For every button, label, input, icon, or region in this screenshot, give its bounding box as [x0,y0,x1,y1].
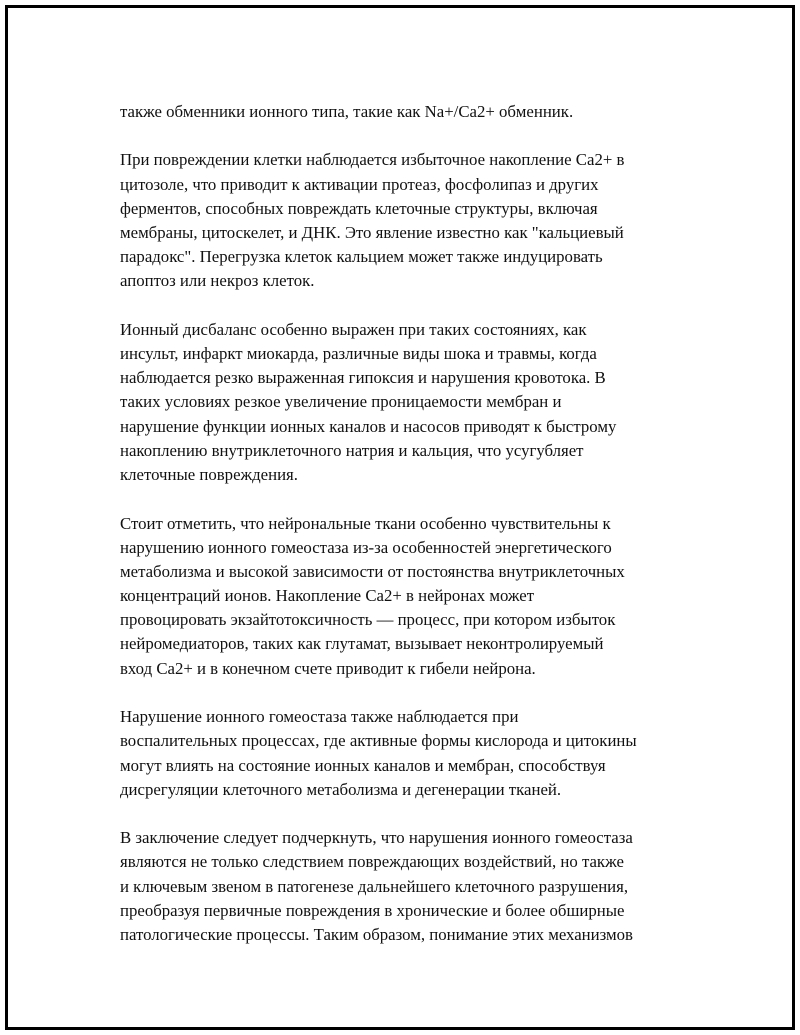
text-line: нейромедиаторов, таких как глутамат, вызывает неконтролируемый [120,634,604,654]
paragraph-6 [120,826,710,947]
page-frame [5,5,795,1030]
document-body [120,100,710,971]
text-line: ферментов, способных повреждать клеточные структуры, включая [120,198,598,218]
paragraph-5 [120,705,710,802]
text-line: воспалительных процессах, где активные формы кислорода и цитокины [120,731,637,751]
text-line: провоцировать экзайтотоксичность — процесс, при котором избыток [120,610,616,630]
text-line: таких условиях резкое увеличение проницаемости мембран и [120,392,562,412]
paragraph-4 [120,512,710,681]
text-line: преобразуя первичные повреждения в хронические и более обширные [120,900,625,920]
text-line: являются не только следствием повреждающих воздействий, но также [120,852,624,872]
text-line: цитозоле, что приводит к активации протеаз, фосфолипаз и других [120,174,599,194]
text-line: наблюдается резко выраженная гипоксия и нарушения кровотока. В [120,368,606,388]
text-line: дисрегуляции клеточного метаболизма и дегенерации тканей. [120,779,562,799]
text-line: вход Ca2+ и в конечном счете приводит к гибели нейрона. [120,658,536,678]
text-line: Стоит отметить, что нейрональные ткани особенно чувствительны к [120,513,611,533]
text-line: и ключевым звеном в патогенезе дальнейшего клеточного разрушения, [120,876,629,896]
text-line: парадокс". Перегрузка клеток кальцием может также индуцировать [120,247,603,267]
text-line: клеточные повреждения. [120,465,298,485]
text-line: патологические процессы. Таким образом, понимание этих механизмов [120,924,633,944]
text-line: могут влиять на состояние ионных каналов и мембран, способствуя [120,755,606,775]
text-line: также обменники ионного типа, такие как Na+/Ca2+ обменник. [120,102,574,121]
text-line: Ионный дисбаланс особенно выражен при таких состояниях, как [120,319,587,339]
text-line: В заключение следует подчеркнуть, что нарушения ионного гомеостаза [120,828,633,848]
paragraph-2 [120,148,710,293]
paragraph-1 [120,100,710,124]
text-line: Нарушение ионного гомеостаза также наблюдается при [120,707,519,727]
text-line: мембраны, цитоскелет, и ДНК. Это явление известно как "кальциевый [120,223,624,243]
text-line: апоптоз или некроз клеток. [120,271,315,291]
text-line: метаболизма и высокой зависимости от постоянства внутриклеточных [120,561,625,581]
text-line: При повреждении клетки наблюдается избыточное накопление Ca2+ в [120,150,625,170]
text-line: концентраций ионов. Накопление Ca2+ в нейронах может [120,586,535,606]
text-line: накоплению внутриклеточного натрия и кальция, что усугубляет [120,440,584,460]
text-line: нарушению ионного гомеостаза из-за особенностей энергетического [120,537,612,557]
text-line: инсульт, инфаркт миокарда, различные виды шока и травмы, когда [120,344,597,364]
paragraph-3 [120,318,710,487]
text-line: нарушение функции ионных каналов и насосов приводят к быстрому [120,416,617,436]
